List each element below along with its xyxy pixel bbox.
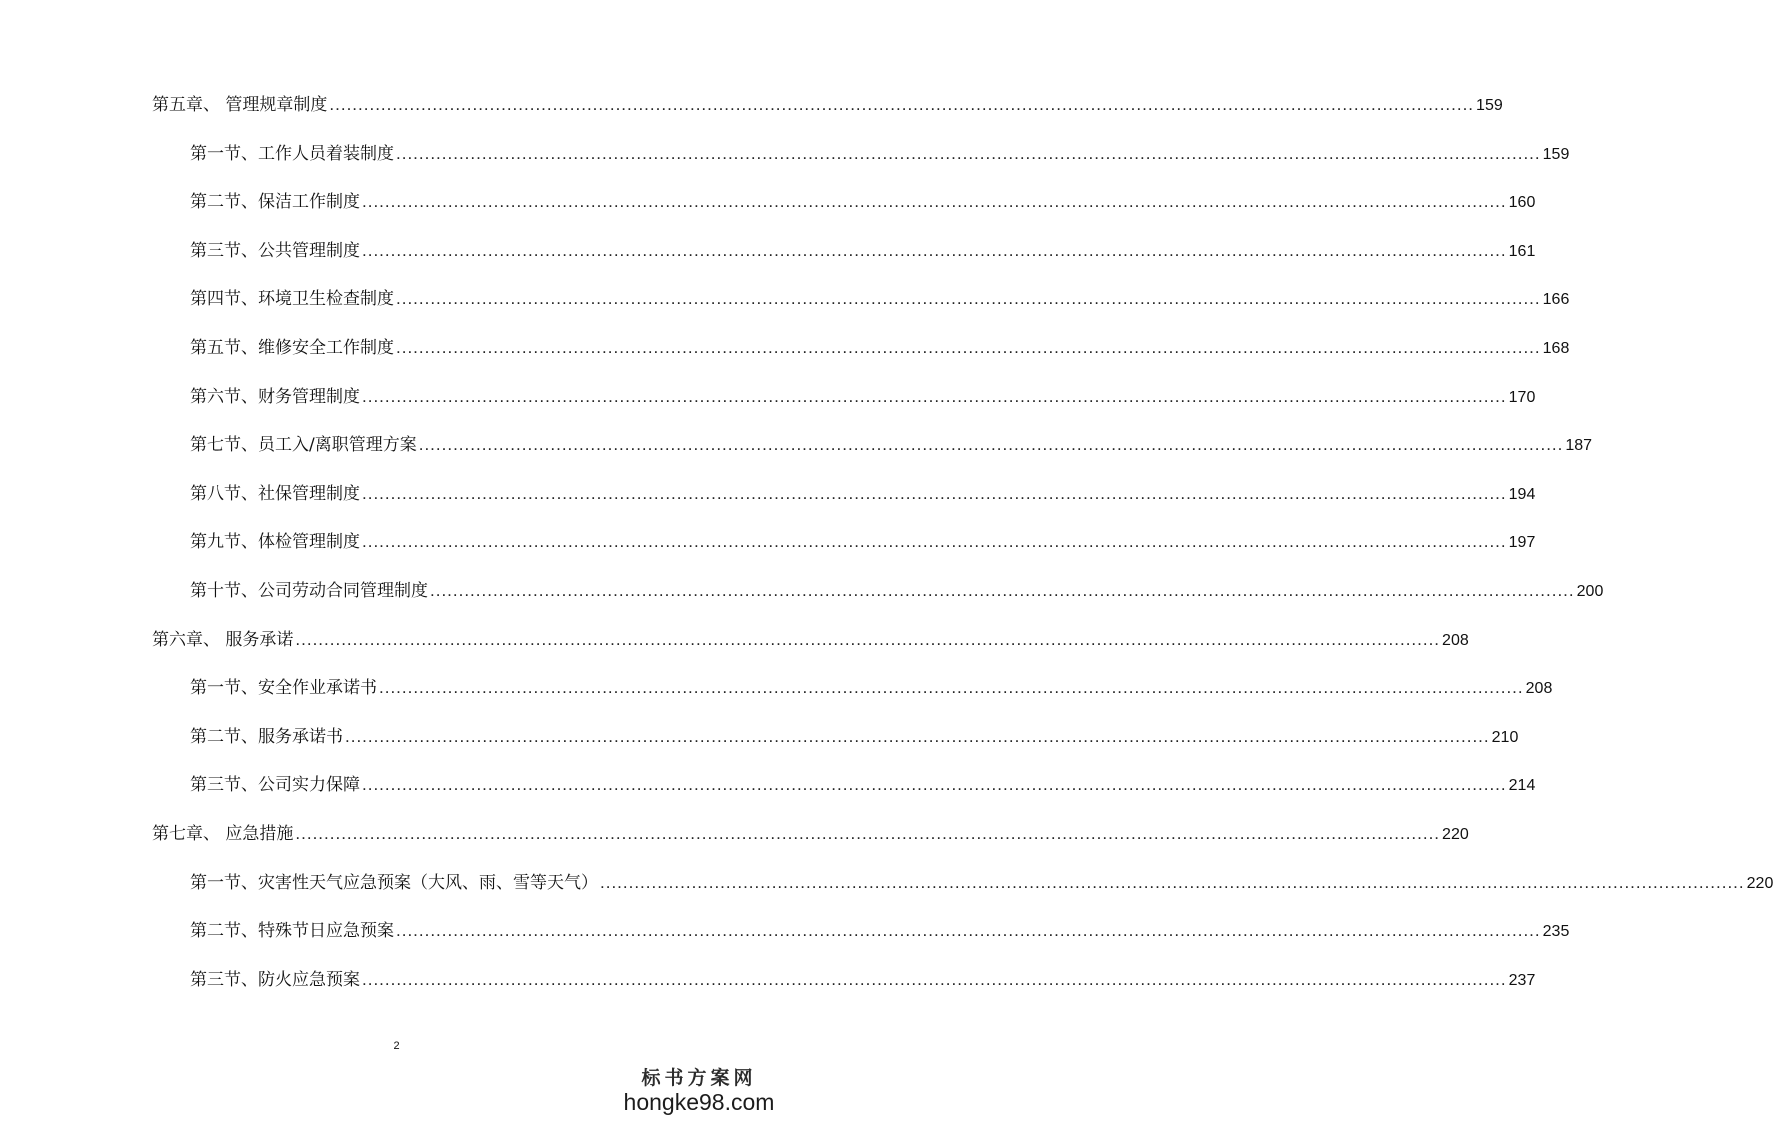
toc-entry-page: 220	[1746, 875, 1773, 892]
toc-section-row[interactable]	[190, 191, 1536, 214]
dot-leader: ........................................................................................................................................................................................................	[600, 873, 1745, 892]
toc-entry-page: 194	[1508, 486, 1536, 503]
toc-entry-page: 159	[1542, 146, 1570, 163]
toc-entry-title: 第五章、 管理规章制度	[152, 95, 328, 115]
toc-entry-page: 160	[1508, 194, 1536, 211]
page-number: 2	[393, 1040, 400, 1052]
toc-section-row[interactable]	[190, 143, 1570, 166]
toc-entry-page: 161	[1508, 243, 1536, 260]
toc-section-row[interactable]	[190, 920, 1570, 943]
toc-entry-page: 235	[1542, 923, 1570, 940]
dot-leader: ........................................................................................................................................................................................................	[418, 435, 1564, 454]
watermark-cn: 标书方案网	[641, 1067, 757, 1089]
toc-chapter-row[interactable]	[152, 823, 1469, 846]
dot-leader: ........................................................................................................................................................................................................	[362, 484, 1507, 503]
dot-leader: ........................................................................................................................................................................................................	[362, 192, 1507, 211]
toc-entry-page: 200	[1576, 583, 1604, 600]
toc-entry-title: 第十节、公司劳动合同管理制度	[190, 581, 428, 601]
toc-entry-title: 第二节、特殊节日应急预案	[190, 921, 394, 941]
toc-entry-page: 220	[1442, 826, 1469, 843]
toc-section-row[interactable]	[190, 580, 1604, 603]
toc-section-row[interactable]	[190, 240, 1536, 263]
toc-section-row[interactable]	[190, 483, 1536, 506]
dot-leader: ........................................................................................................................................................................................................	[362, 970, 1507, 989]
toc-entry-title: 第二节、保洁工作制度	[190, 192, 360, 212]
toc-section-row[interactable]	[190, 872, 1773, 895]
toc-entry-page: 187	[1565, 437, 1593, 454]
toc-entry-title: 第二节、服务承诺书	[190, 727, 343, 747]
toc-chapter-row[interactable]	[152, 629, 1469, 652]
toc-entry-title: 第一节、安全作业承诺书	[190, 678, 377, 698]
toc-section-row[interactable]	[190, 774, 1536, 797]
dot-leader: ........................................................................................................................................................................................................	[430, 581, 1575, 600]
toc-entry-title: 第一节、灾害性天气应急预案（大风、雨、雪等天气）	[190, 873, 598, 893]
toc-entry-page: 210	[1491, 729, 1519, 746]
watermark-en: hongke98.com	[623, 1089, 775, 1115]
toc-entry-page: 159	[1476, 97, 1503, 114]
toc-entry-title: 第五节、维修安全工作制度	[190, 338, 394, 358]
toc-section-row[interactable]	[190, 969, 1536, 992]
toc-entry-title: 第四节、环境卫生检查制度	[190, 289, 394, 309]
toc-section-row[interactable]	[190, 288, 1570, 311]
toc-section-row[interactable]	[190, 677, 1553, 700]
toc-entry-title: 第七节、员工入/离职管理方案	[190, 435, 417, 455]
toc-entry-title: 第九节、体检管理制度	[190, 532, 360, 552]
toc-section-row[interactable]	[190, 386, 1536, 409]
dot-leader: ........................................................................................................................................................................................................	[362, 241, 1507, 260]
toc-entry-title: 第八节、社保管理制度	[190, 484, 360, 504]
dot-leader: ........................................................................................................................................................................................................	[329, 95, 1475, 114]
toc-entry-page: 208	[1442, 632, 1469, 649]
dot-leader: ........................................................................................................................................................................................................	[379, 678, 1524, 697]
dot-leader: ........................................................................................................................................................................................................	[345, 727, 1490, 746]
toc-entry-page: 168	[1542, 340, 1570, 357]
dot-leader: ........................................................................................................................................................................................................	[396, 921, 1541, 940]
dot-leader: ........................................................................................................................................................................................................	[362, 775, 1507, 794]
dot-leader: ........................................................................................................................................................................................................	[396, 338, 1541, 357]
toc-entry-page: 166	[1542, 291, 1570, 308]
toc-entry-title: 第三节、防火应急预案	[190, 970, 360, 990]
toc-entry-page: 170	[1508, 389, 1536, 406]
toc-entry-title: 第三节、公共管理制度	[190, 241, 360, 261]
toc-entry-title: 第六节、财务管理制度	[190, 387, 360, 407]
dot-leader: ........................................................................................................................................................................................................	[362, 532, 1507, 551]
dot-leader: ........................................................................................................................................................................................................	[362, 387, 1507, 406]
toc-entry-title: 第一节、工作人员着装制度	[190, 144, 394, 164]
toc-entry-title: 第七章、 应急措施	[152, 824, 294, 844]
watermark	[619, 1063, 779, 1114]
toc-chapter-row[interactable]	[152, 94, 1503, 117]
dot-leader: ........................................................................................................................................................................................................	[396, 144, 1541, 163]
toc-section-row[interactable]	[190, 337, 1570, 360]
toc-entry-page: 197	[1508, 534, 1536, 551]
dot-leader: ........................................................................................................................................................................................................	[396, 289, 1541, 308]
toc-entry-title: 第三节、公司实力保障	[190, 775, 360, 795]
dot-leader: ........................................................................................................................................................................................................	[295, 824, 1441, 843]
toc-section-row[interactable]	[190, 531, 1536, 554]
toc-section-row[interactable]	[190, 726, 1519, 749]
toc-section-row[interactable]	[190, 434, 1593, 457]
toc-entry-title: 第六章、 服务承诺	[152, 630, 294, 650]
dot-leader: ........................................................................................................................................................................................................	[295, 630, 1441, 649]
toc-entry-page: 237	[1508, 972, 1536, 989]
toc-entry-page: 214	[1508, 777, 1536, 794]
toc-entry-page: 208	[1525, 680, 1553, 697]
